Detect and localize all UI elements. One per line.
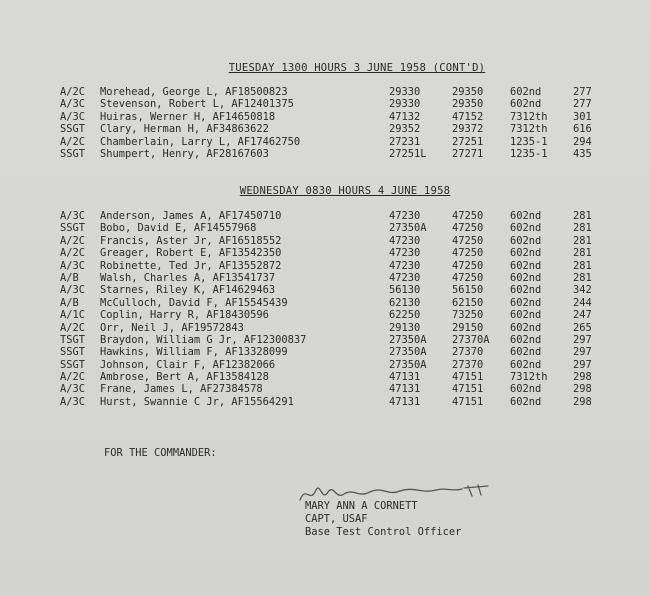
rank-cell: SSGT — [60, 123, 86, 136]
name-cell: Hurst, Swannie C Jr, AF15564291 — [100, 395, 294, 408]
rank-cell: SSGT — [60, 222, 86, 235]
rank-cell: A/2C — [60, 321, 86, 334]
number-cell: 281 — [573, 247, 592, 260]
name-cell: Starnes, Riley K, AF14629463 — [100, 284, 276, 297]
unit-cell: 602nd — [510, 383, 542, 396]
unit-cell: 602nd — [510, 234, 542, 247]
code-a-cell: 47230 — [389, 259, 421, 272]
name-cell: Orr, Neil J, AF19572843 — [100, 321, 244, 334]
rank-cell: A/B — [60, 296, 79, 309]
name-cell: Walsh, Charles A, AF13541737 — [100, 271, 276, 284]
name-cell: Bobo, David E, AF14557968 — [100, 222, 257, 235]
rank-cell: A/3C — [60, 210, 86, 222]
code-a-cell: 27251L — [389, 147, 427, 160]
code-a-cell: 47230 — [389, 271, 421, 284]
unit-cell: 1235-1 — [510, 135, 548, 148]
unit-cell: 602nd — [510, 271, 542, 284]
name-cell: Hawkins, William F, AF13328099 — [100, 346, 288, 359]
signature-block — [305, 500, 461, 539]
code-a-cell: 56130 — [389, 284, 421, 297]
code-a-cell: 62250 — [389, 309, 421, 322]
number-cell: 277 — [573, 86, 592, 98]
code-b-cell: 47152 — [452, 110, 484, 123]
code-b-cell: 47151 — [452, 383, 484, 396]
number-cell: 298 — [573, 371, 592, 384]
rank-cell: A/2C — [60, 247, 86, 260]
number-cell: 244 — [573, 296, 592, 309]
name-cell: Huiras, Werner H, AF14650818 — [100, 110, 276, 123]
name-cell: Greager, Robert E, AF13542350 — [100, 247, 282, 260]
unit-cell: 602nd — [510, 210, 542, 222]
rank-cell: A/2C — [60, 135, 86, 148]
rank-cell: SSGT — [60, 147, 86, 160]
number-cell: 281 — [573, 210, 592, 222]
code-a-cell: 29330 — [389, 98, 421, 111]
unit-cell: 602nd — [510, 247, 542, 260]
name-cell: Johnson, Clair F, AF12382066 — [100, 358, 276, 371]
signer-rank: CAPT, USAF — [305, 513, 368, 525]
code-b-cell: 47151 — [452, 371, 484, 384]
rank-cell: A/B — [60, 271, 79, 284]
code-a-cell: 47230 — [389, 234, 421, 247]
code-a-cell: 27350A — [389, 333, 427, 346]
number-cell: 298 — [573, 383, 592, 396]
unit-cell: 602nd — [510, 222, 542, 235]
name-cell: Ambrose, Bert A, AF13584128 — [100, 371, 269, 384]
number-cell: 297 — [573, 358, 592, 371]
code-a-cell: 47131 — [389, 371, 421, 384]
number-cell: 301 — [573, 110, 592, 123]
number-cell: 297 — [573, 346, 592, 359]
unit-cell: 7312th — [510, 123, 548, 136]
code-b-cell: 29372 — [452, 123, 484, 136]
code-a-cell: 29352 — [389, 123, 421, 136]
code-b-cell: 47250 — [452, 247, 484, 260]
rank-cell: SSGT — [60, 358, 86, 371]
code-a-cell: 47131 — [389, 383, 421, 396]
rank-cell: SSGT — [60, 346, 86, 359]
signer-name: MARY ANN A CORNETT — [305, 500, 418, 512]
number-cell: 294 — [573, 135, 592, 148]
name-cell: Chamberlain, Larry L, AF17462750 — [100, 135, 301, 148]
number-cell: 281 — [573, 271, 592, 284]
number-cell: 342 — [573, 284, 592, 297]
name-cell: Anderson, James A, AF17450710 — [100, 210, 282, 222]
code-a-cell: 29330 — [389, 86, 421, 98]
number-cell: 265 — [573, 321, 592, 334]
number-cell: 297 — [573, 333, 592, 346]
unit-cell: 602nd — [510, 333, 542, 346]
rank-cell: A/3C — [60, 98, 86, 111]
unit-cell: 602nd — [510, 98, 542, 111]
rank-cell: A/3C — [60, 383, 86, 396]
rank-cell: A/3C — [60, 395, 86, 408]
code-a-cell: 47230 — [389, 247, 421, 260]
unit-cell: 602nd — [510, 296, 542, 309]
code-a-cell: 47131 — [389, 395, 421, 408]
unit-cell: 7312th — [510, 371, 548, 384]
name-cell: Shumpert, Henry, AF28167603 — [100, 147, 269, 160]
code-a-cell: 27350A — [389, 222, 427, 235]
number-cell: 281 — [573, 222, 592, 235]
code-a-cell: 27231 — [389, 135, 421, 148]
code-b-cell: 73250 — [452, 309, 484, 322]
section-1-heading: TUESDAY 1300 HOURS 3 JUNE 1958 (CONT'D) — [228, 62, 486, 74]
unit-cell: 602nd — [510, 395, 542, 408]
name-cell: Frane, James L, AF27384578 — [100, 383, 263, 396]
section-2-heading: WEDNESDAY 0830 HOURS 4 JUNE 1958 — [239, 185, 451, 197]
unit-cell: 7312th — [510, 110, 548, 123]
name-cell: Clary, Herman H, AF34863622 — [100, 123, 269, 136]
code-b-cell: 29150 — [452, 321, 484, 334]
code-a-cell: 29130 — [389, 321, 421, 334]
rank-cell: A/3C — [60, 110, 86, 123]
unit-cell: 602nd — [510, 346, 542, 359]
code-a-cell: 27350A — [389, 358, 427, 371]
code-b-cell: 47250 — [452, 210, 484, 222]
number-cell: 435 — [573, 147, 592, 160]
name-cell: Morehead, George L, AF18500823 — [100, 86, 288, 98]
unit-cell: 602nd — [510, 259, 542, 272]
code-b-cell: 56150 — [452, 284, 484, 297]
code-a-cell: 27350A — [389, 346, 427, 359]
name-cell: Stevenson, Robert L, AF12401375 — [100, 98, 294, 111]
name-cell: McCulloch, David F, AF15545439 — [100, 296, 288, 309]
unit-cell: 1235-1 — [510, 147, 548, 160]
unit-cell: 602nd — [510, 358, 542, 371]
code-a-cell: 62130 — [389, 296, 421, 309]
name-cell: Coplin, Harry R, AF18430596 — [100, 309, 269, 322]
rank-cell: A/2C — [60, 86, 86, 98]
code-b-cell: 47151 — [452, 395, 484, 408]
code-b-cell: 27271 — [452, 147, 484, 160]
rank-cell: A/2C — [60, 371, 86, 384]
code-b-cell: 62150 — [452, 296, 484, 309]
for-the-commander-line: FOR THE COMMANDER: — [104, 447, 217, 459]
number-cell: 298 — [573, 395, 592, 408]
code-b-cell: 29350 — [452, 86, 484, 98]
code-a-cell: 47230 — [389, 210, 421, 222]
name-cell: Francis, Aster Jr, AF16518552 — [100, 234, 282, 247]
number-cell: 247 — [573, 309, 592, 322]
code-b-cell: 29350 — [452, 98, 484, 111]
code-a-cell: 47132 — [389, 110, 421, 123]
rank-cell: A/3C — [60, 259, 86, 272]
code-b-cell: 27251 — [452, 135, 484, 148]
code-b-cell: 27370 — [452, 346, 484, 359]
rank-cell: A/3C — [60, 284, 86, 297]
rank-cell: A/1C — [60, 309, 86, 322]
unit-cell: 602nd — [510, 321, 542, 334]
number-cell: 281 — [573, 259, 592, 272]
name-cell: Robinette, Ted Jr, AF13552872 — [100, 259, 282, 272]
code-b-cell: 47250 — [452, 234, 484, 247]
number-cell: 281 — [573, 234, 592, 247]
code-b-cell: 47250 — [452, 271, 484, 284]
signer-title: Base Test Control Officer — [305, 526, 462, 538]
code-b-cell: 27370 — [452, 358, 484, 371]
unit-cell: 602nd — [510, 86, 542, 98]
rank-cell: TSGT — [60, 333, 86, 346]
code-b-cell: 47250 — [452, 222, 484, 235]
rank-cell: A/2C — [60, 234, 86, 247]
code-b-cell: 27370A — [452, 333, 490, 346]
code-b-cell: 47250 — [452, 259, 484, 272]
unit-cell: 602nd — [510, 284, 542, 297]
unit-cell: 602nd — [510, 309, 542, 322]
number-cell: 616 — [573, 123, 592, 136]
name-cell: Braydon, William G Jr, AF12300837 — [100, 333, 307, 346]
number-cell: 277 — [573, 98, 592, 111]
